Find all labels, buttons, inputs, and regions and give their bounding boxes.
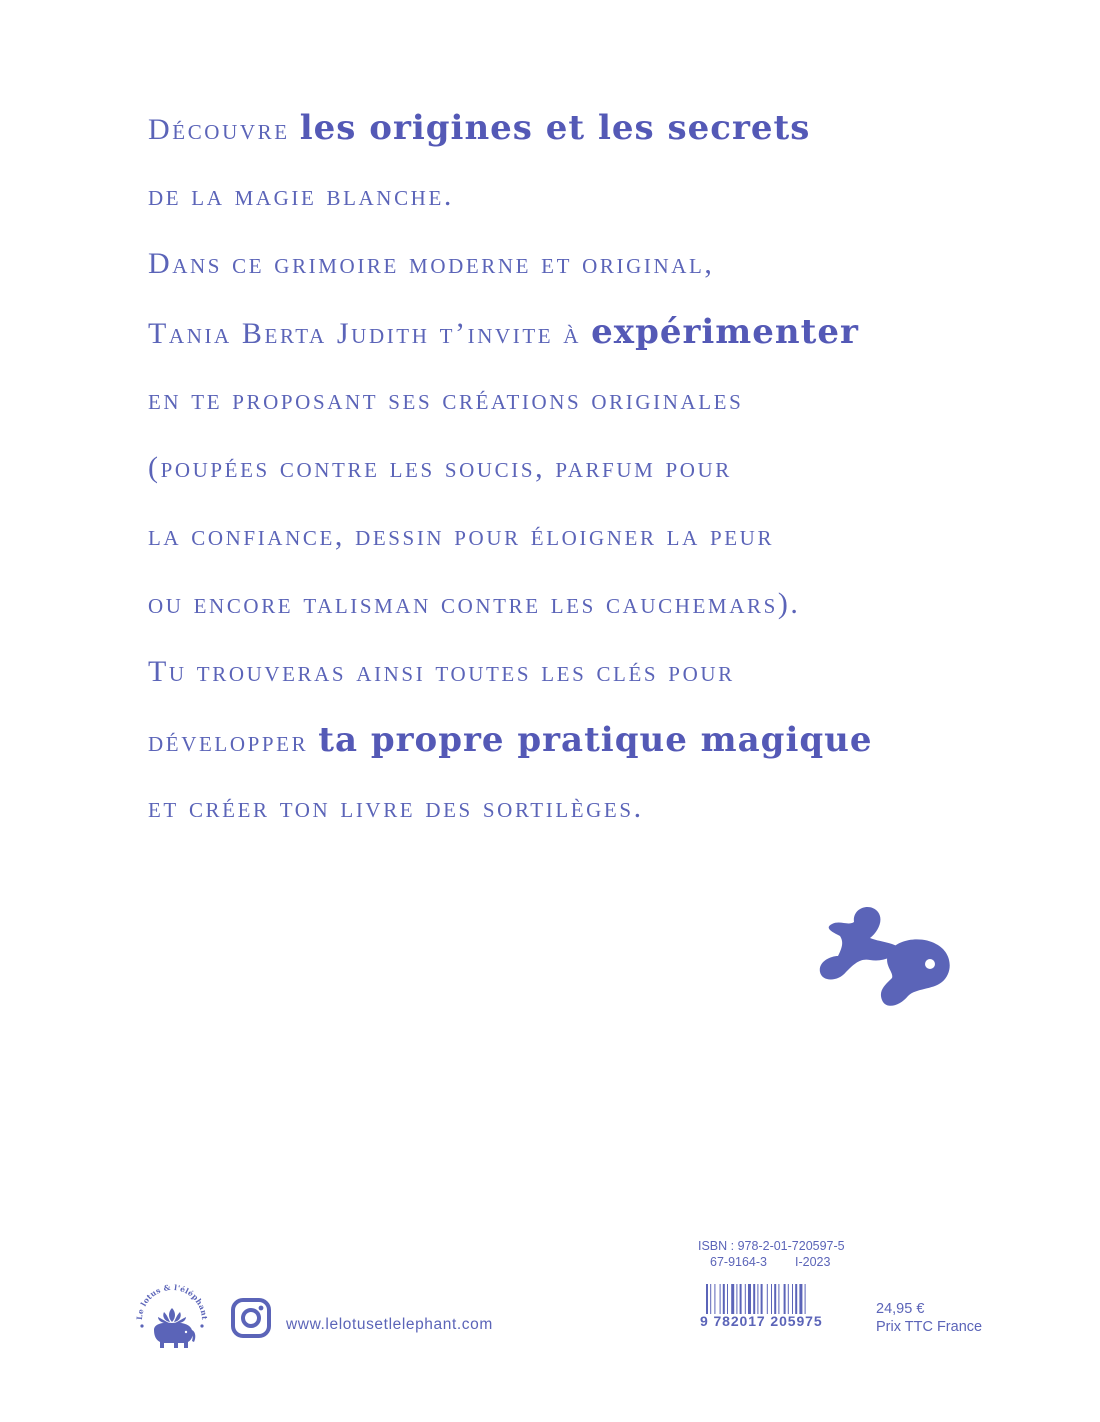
blurb-text: Tania Berta Judith t’invite à xyxy=(148,317,592,350)
instagram-icon[interactable] xyxy=(230,1297,272,1339)
website-link[interactable]: www.lelotusetlelephant.com xyxy=(286,1316,493,1333)
blurb-text: développer xyxy=(148,725,319,758)
isbn-number: ISBN : 978-2-01-720597-5 xyxy=(698,1239,845,1253)
blurb-line xyxy=(148,438,1008,506)
barcode-bar xyxy=(795,1284,797,1314)
barcode-bar xyxy=(784,1284,786,1314)
blurb-text: en te proposant ses créations originales xyxy=(148,383,744,416)
barcode-bar xyxy=(723,1284,725,1314)
barcode-bar xyxy=(706,1284,708,1314)
blurb-text: Découvre xyxy=(148,113,300,146)
blurb-line xyxy=(148,642,1008,710)
barcode-bar xyxy=(771,1284,772,1314)
barcode-bar xyxy=(774,1284,776,1314)
footer-left xyxy=(134,1268,493,1368)
blurb-text: la confiance, dessin pour éloigner la peur xyxy=(148,519,775,552)
barcode-bar xyxy=(767,1284,768,1314)
blurb-text: ou encore talisman contre les cauchemars). xyxy=(148,587,801,620)
barcode-bar xyxy=(792,1284,793,1314)
blurb-line xyxy=(148,370,1008,438)
blurb-line xyxy=(148,234,1008,302)
blurb-highlight: expérimenter xyxy=(591,312,859,352)
price-value: 24,95 € xyxy=(876,1301,925,1317)
price-block xyxy=(876,1300,982,1336)
blurb-line xyxy=(148,98,1008,166)
blurb-line xyxy=(148,302,1008,370)
print-code: I-2023 xyxy=(795,1255,831,1269)
barcode-bar xyxy=(778,1284,779,1314)
blurb-text: Dans ce grimoire moderne et original, xyxy=(148,247,715,280)
blurb-line xyxy=(148,778,1008,846)
barcode-bar xyxy=(748,1284,751,1314)
barcode xyxy=(698,1284,858,1328)
blurb-text: Tu trouveras ainsi toutes les clés pour xyxy=(148,655,735,688)
back-cover-blurb xyxy=(148,98,1008,846)
price-note: Prix TTC France xyxy=(876,1319,983,1335)
barcode-bar xyxy=(727,1284,728,1314)
barcode-bar xyxy=(805,1284,806,1314)
blurb-text: de la magie blanche. xyxy=(148,179,454,212)
decorative-blob-shape xyxy=(812,902,956,1014)
blurb-line xyxy=(148,506,1008,574)
barcode-bar xyxy=(736,1284,737,1314)
barcode-bar xyxy=(757,1284,758,1314)
publisher-logo[interactable] xyxy=(134,1280,210,1356)
barcode-bar xyxy=(710,1284,711,1314)
barcode-number: 9 782017 205975 xyxy=(700,1313,823,1328)
blurb-text: (poupées contre les soucis, parfum pour xyxy=(148,451,732,484)
barcode-bar xyxy=(788,1284,789,1314)
barcode-bar xyxy=(731,1284,734,1314)
barcode-bar xyxy=(745,1284,746,1314)
barcode-bar xyxy=(799,1284,802,1314)
blurb-line xyxy=(148,166,1008,234)
barcode-bar xyxy=(761,1284,763,1314)
blurb-line xyxy=(148,574,1008,642)
blurb-highlight: les origines et les secrets xyxy=(299,108,811,148)
blurb-highlight: ta propre pratique magique xyxy=(318,720,873,760)
barcode-bar xyxy=(714,1284,715,1314)
barcode-bar xyxy=(753,1284,755,1314)
barcode-bar xyxy=(740,1284,742,1314)
edition-code: 67-9164-3 xyxy=(710,1255,767,1269)
isbn-block xyxy=(698,1238,845,1270)
publisher-logo-text: Le lotus & l'éléphant xyxy=(134,1282,210,1321)
blurb-line xyxy=(148,710,1008,778)
blurb-text: et créer ton livre des sortilèges. xyxy=(148,791,644,824)
barcode-bar xyxy=(720,1284,721,1314)
